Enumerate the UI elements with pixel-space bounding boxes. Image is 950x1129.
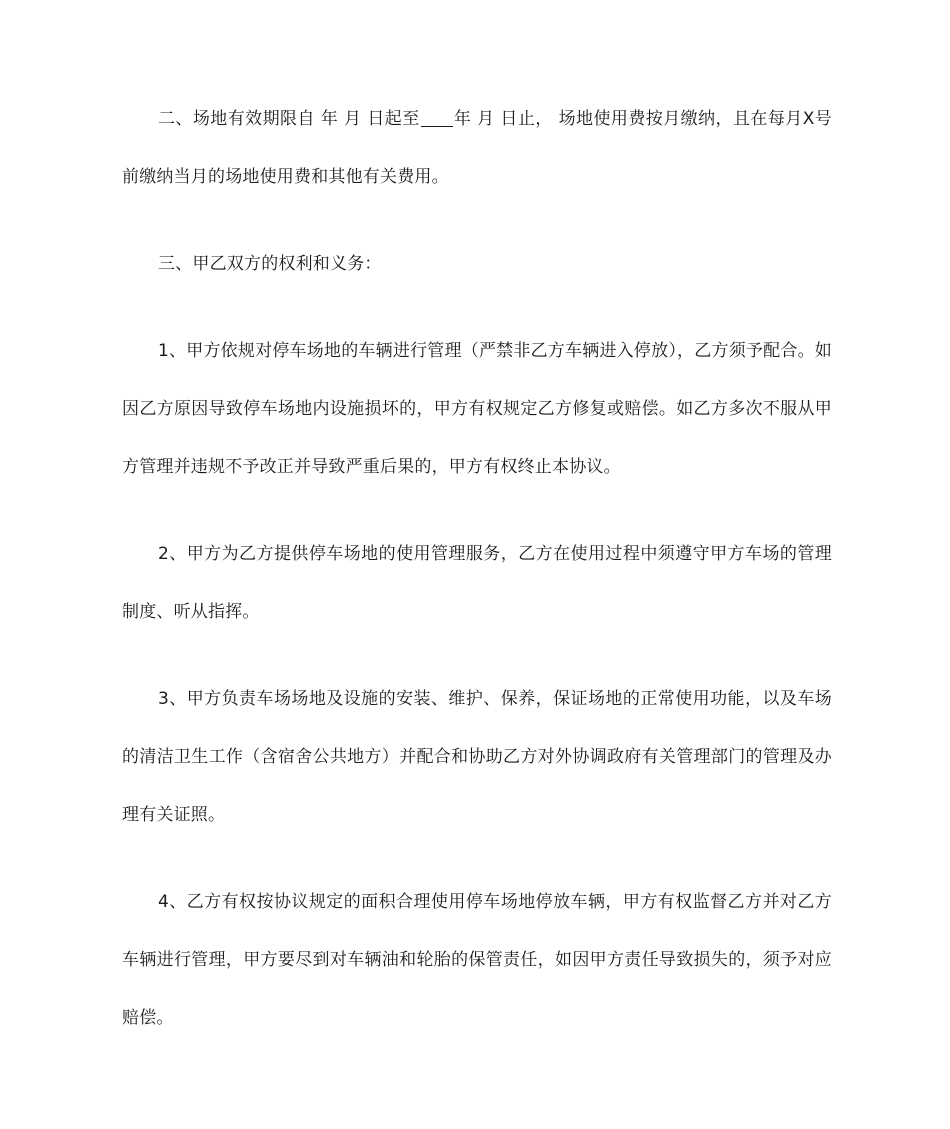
paragraph-clause-3: 3、甲方负责车场场地及设施的安装、维护、保养，保证场地的正常使用功能，以及车场的清洁卫生工作（含宿舍公共地方）并配合和协助乙方对外协调政府有关管理部门的管理及办理有关证照。 (122, 689, 832, 825)
document-body (122, 90, 832, 1047)
paragraph-term-text-start: 二、场地有效期限自 年 月 日起至 (158, 109, 420, 129)
paragraph-clause-2: 2、甲方为乙方提供停车场地的使用管理服务，乙方在使用过程中须遵守甲方车场的管理制度、听从指挥。 (122, 544, 832, 622)
paragraph-spacer (122, 496, 832, 525)
paragraph-spacer (122, 206, 832, 235)
paragraph-spacer (122, 844, 832, 873)
paragraph-term-text-end: 年 月 日止， 场地使用费按月缴纳，且在每月X号前缴纳当月的场地使用费和其他有关费用。 (122, 109, 832, 187)
fill-in-blank-year (421, 109, 453, 127)
paragraph-clause-4: 4、乙方有权按协议规定的面积合理使用停车场地停放车辆，甲方有权监督乙方并对乙方车辆进行管理，甲方要尽到对车辆油和轮胎的保管责任，如因甲方责任导致损失的，须予对应赔偿。 (122, 892, 832, 1028)
paragraph-clause-1: 1、甲方依规对停车场地的车辆进行管理（严禁非乙方车辆进入停放），乙方须予配合。如因乙方原因导致停车场地内设施损坏的，甲方有权规定乙方修复或赔偿。如乙方多次不服从甲方管理并违规不予改正并导致严重后果的，甲方有权终止本协议。 (122, 341, 832, 477)
paragraph-spacer (122, 293, 832, 322)
paragraph-term-of-use (122, 90, 832, 206)
paragraph-spacer (122, 641, 832, 670)
paragraph-rights-heading: 三、甲乙双方的权利和义务： (158, 254, 382, 274)
